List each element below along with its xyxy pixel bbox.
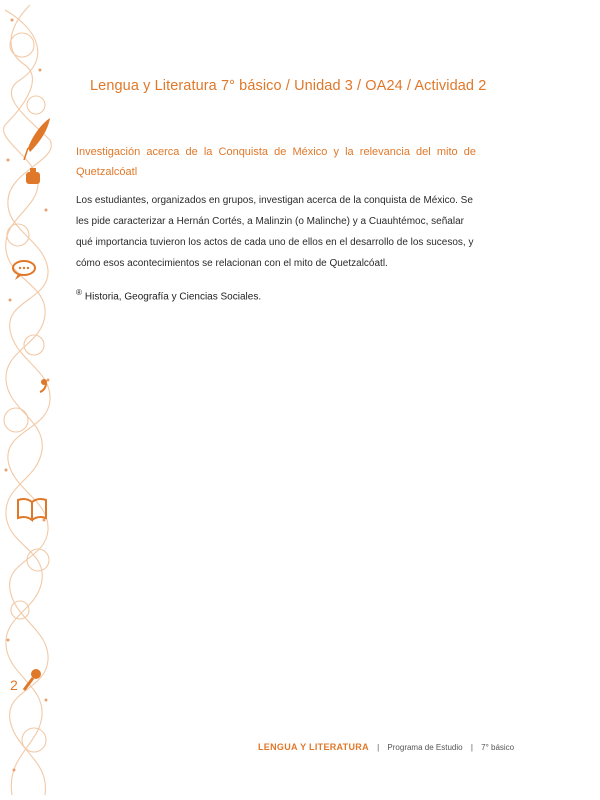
page-number: 2: [10, 677, 18, 693]
quill-icon: [24, 118, 50, 160]
footer-brand: LENGUA Y LITERATURA: [258, 742, 369, 752]
cross-subject-note: [76, 288, 476, 302]
description-paragraph: Los estudiantes, organizados en grupos, investigan acerca de la conquista de México. Se les pide caracterizar a Hernán Cortés, a Malinzin (o Malinche) y a Cuauhtémoc, señalar qué importancia tuvieron los actos de cada uno de ellos en el desarrollo de los sucesos, y cómo esos acontecimientos se relacionan con el mito de Quetzalcóatl.: [76, 195, 474, 269]
footer-grade: 7° básico: [481, 743, 515, 752]
activity-title: Investigación acerca de la Conquista de México y la relevancia del mito de Quetzalcóatl: [76, 146, 476, 178]
swirl-pattern: [0, 0, 58, 800]
page-title: Lengua y Literatura 7° básico / Unidad 3 / OA24 / Actividad 2: [90, 78, 487, 94]
activity-description: [76, 190, 476, 274]
footer-separator-2: |: [470, 743, 473, 752]
footer-separator: |: [377, 743, 380, 752]
note-marker: ®: [76, 288, 82, 297]
page-footer: [258, 742, 558, 752]
note-text: Historia, Geografía y Ciencias Sociales.: [84, 291, 262, 303]
comma-icon: [40, 379, 47, 392]
footer-program: Programa de Estudio: [387, 743, 463, 752]
decorative-sidebar: [0, 0, 58, 800]
